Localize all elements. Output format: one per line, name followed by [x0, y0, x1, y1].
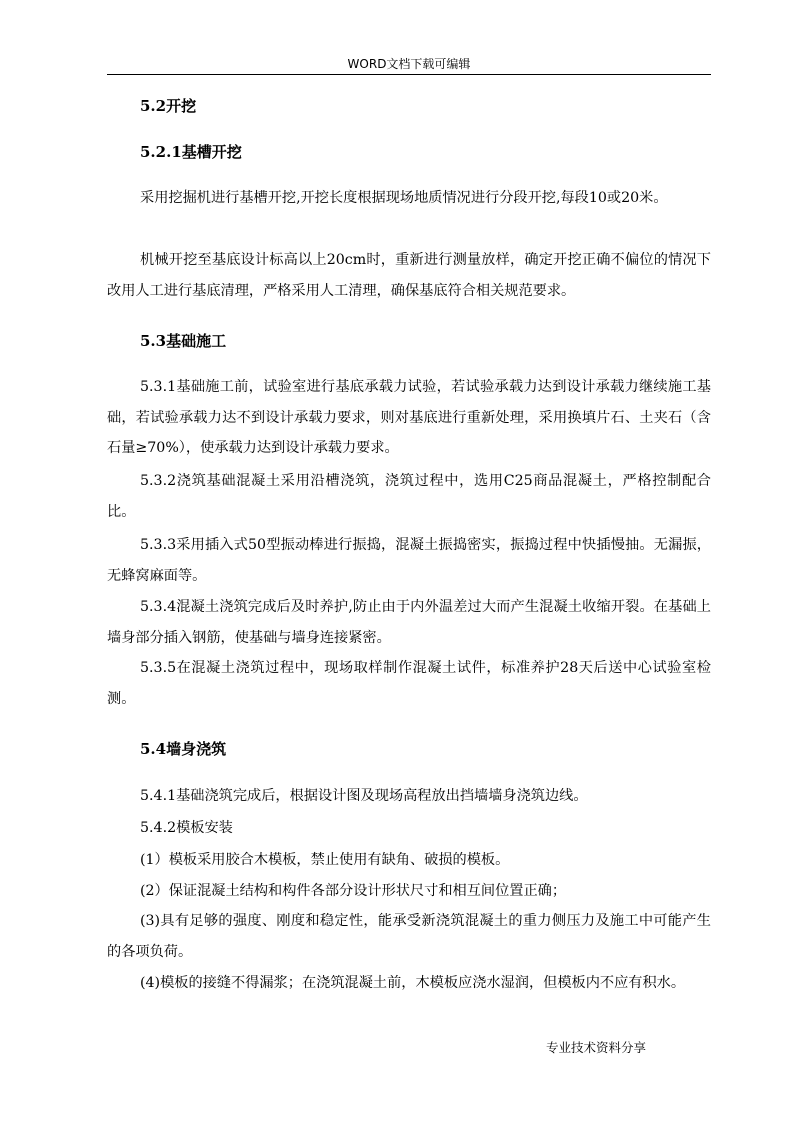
paragraph: (3)具有足够的强度、刚度和稳定性，能承受新浇筑混凝土的重力侧压力及施工中可能产生的各项负荷。: [107, 913, 711, 960]
paragraph: 5.3.4混凝土浇筑完成后及时养护,防止由于内外温差过大而产生混凝土收缩开裂。在基础上墙身部分插入钢筋，使基础与墙身连接紧密。: [107, 599, 711, 646]
section-heading-5-4: 5.4墙身浇筑: [140, 740, 227, 758]
section-heading-5-2-1: 5.2.1基槽开挖: [140, 143, 242, 161]
page-footer: 专业技术资料分享: [546, 1040, 647, 1055]
header-rule: [107, 74, 711, 75]
paragraph: 机械开挖至基底设计标高以上20cm时，重新进行测量放样，确定开挖正确不偏位的情况下改用人工进行基底清理，严格采用人工清理，确保基底符合相关规范要求。: [107, 252, 711, 299]
paragraph: 采用挖掘机进行基槽开挖,开挖长度根据现场地质情况进行分段开挖,每段10或20米。: [140, 190, 668, 206]
list-item: (2）保证混凝土结构和构件各部分设计形状尺寸和相互间位置正确；: [140, 883, 567, 899]
section-heading-5-2: 5.2开挖: [140, 97, 197, 115]
paragraph: (4)模板的接缝不得漏浆；在浇筑混凝土前，木模板应浇水湿润，但模板内不应有积水。: [140, 975, 686, 991]
list-item: (1）模板采用胶合木模板，禁止使用有缺角、破损的模板。: [140, 852, 510, 868]
section-heading-5-3: 5.3基础施工: [140, 332, 227, 350]
page-header: WORD文档下载可编辑: [347, 57, 471, 71]
paragraph: 5.3.1基础施工前，试验室进行基底承载力试验，若试验承载力达到设计承载力继续施工基础，若试验承载力达不到设计承载力要求，则对基底进行重新处理，采用换填片石、土夹石（含石量≥70%），使承载力达到设计承载力要求。: [107, 379, 711, 456]
list-item: 5.4.1基础浇筑完成后，根据设计图及现场高程放出挡墙墙身浇筑边线。: [140, 788, 588, 804]
paragraph: 5.3.3采用插入式50型振动棒进行振捣，混凝土振捣密实，振捣过程中快插慢抽。无漏振，无蜂窝麻面等。: [107, 537, 711, 584]
paragraph: 5.3.5在混凝土浇筑过程中，现场取样制作混凝土试件，标准养护28天后送中心试验室检测。: [107, 660, 711, 707]
list-item: 5.4.2模板安装: [140, 820, 233, 836]
paragraph: 5.3.2浇筑基础混凝土采用沿槽浇筑，浇筑过程中，选用C25商品混凝土，严格控制配合比。: [107, 473, 711, 520]
